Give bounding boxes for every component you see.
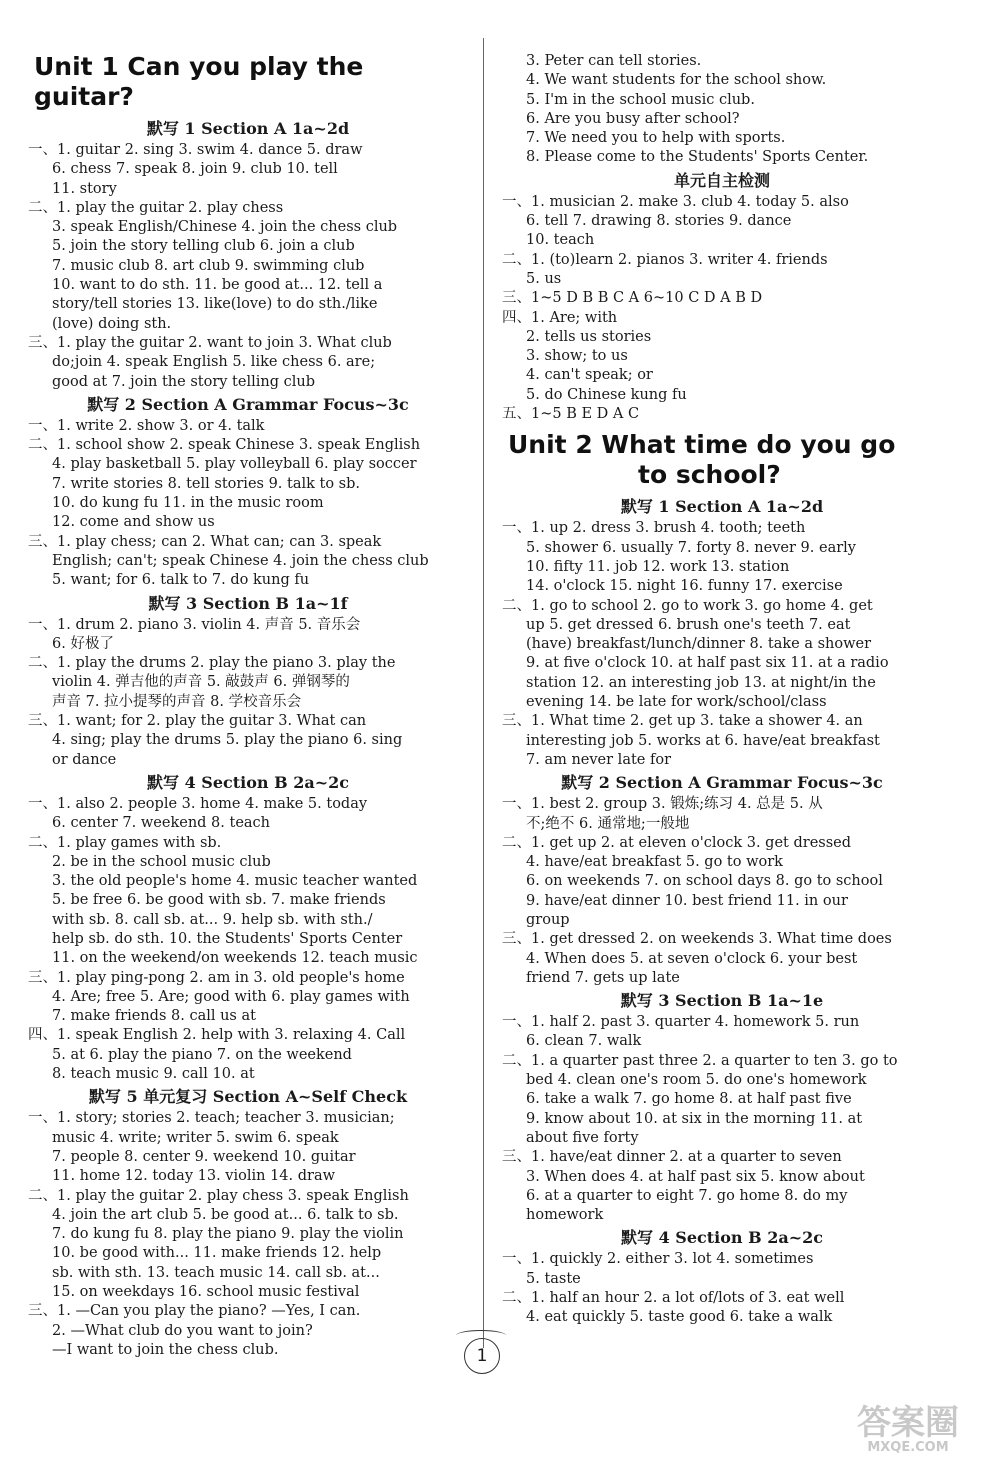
answer-line: about five forty — [526, 1129, 639, 1146]
answer-line: 11. home 12. today 13. violin 14. draw — [52, 1168, 336, 1185]
answer-line: 11. story — [52, 180, 117, 197]
unit-2-title — [508, 430, 942, 490]
answer-line: 二、1. get up 2. at eleven o'clock 3. get dressed — [502, 834, 852, 851]
answer-line: 9. know about 10. at six in the morning 11. at — [526, 1110, 863, 1127]
answer-line: 6. chess 7. speak 8. join 9. club 10. tell — [52, 161, 338, 178]
answer-line: 三、1. play ping-pong 2. am in 3. old people's home — [28, 969, 405, 986]
page-number: 1 — [464, 1338, 500, 1374]
answer-line: 7. music club 8. art club 9. swimming club — [52, 257, 365, 274]
answer-line: 10. fifty 11. job 12. work 13. station — [526, 558, 790, 575]
answer-line: 5. I'm in the school music club. — [526, 91, 755, 108]
answer-line: 一、1. up 2. dress 3. brush 4. tooth; teeth — [502, 520, 806, 537]
answer-line: do;join 4. speak English 5. like chess 6. are; — [52, 354, 376, 371]
answer-line: story/tell stories 13. like(love) to do sth./like — [52, 296, 378, 313]
answer-line: bed 4. clean one's room 5. do one's homework — [526, 1072, 867, 1089]
answer-line: 9. have/eat dinner 10. best friend 11. in our — [526, 892, 848, 909]
answer-line: 二、1. go to school 2. go to work 3. go home 4. get — [502, 597, 873, 614]
answer-line: 二、1. (to)learn 2. pianos 3. writer 4. friends — [502, 251, 828, 268]
answer-line: 6. clean 7. walk — [526, 1033, 642, 1050]
answer-line: 7. people 8. center 9. weekend 10. guitar — [52, 1148, 356, 1165]
answer-line: 6. at a quarter to eight 7. go home 8. do my — [526, 1187, 848, 1204]
answer-line: 2. —What club do you want to join? — [52, 1322, 313, 1339]
answer-line: 5. at 6. play the piano 7. on the weekend — [52, 1046, 352, 1063]
answer-line: 三、1. get dressed 2. on weekends 3. What time does — [502, 931, 892, 948]
answer-line: 一、1. guitar 2. sing 3. swim 4. dance 5. draw — [28, 142, 363, 158]
answer-line: help sb. do sth. 10. the Students' Sports Center — [52, 930, 403, 947]
answer-line: 3. show; to us — [526, 348, 628, 365]
answer-line: 5. be free 6. be good with sb. 7. make friends — [52, 892, 386, 909]
watermark-logo — [838, 1405, 978, 1457]
section-heading: 默写 2 Section A Grammar Focus~3c — [87, 394, 409, 414]
answer-line: station 12. an interesting job 13. at night/in the — [526, 674, 876, 691]
answer-line: 二、1. play the guitar 2. play chess 3. speak English — [28, 1187, 409, 1204]
answer-line: or dance — [52, 751, 117, 768]
answer-line: 14. o'clock 15. night 16. funny 17. exercise — [526, 578, 843, 595]
answer-line: homework — [526, 1207, 604, 1224]
answer-line: 9. at five o'clock 10. at half past six 11. at a radio — [526, 655, 889, 672]
answer-line: 声音 7. 拉小提琴的声音 8. 学校音乐会 — [52, 693, 302, 710]
answer-line: 12. come and show us — [52, 514, 215, 531]
answer-line: 6. on weekends 7. on school days 8. go to school — [526, 873, 883, 890]
section-heading: 默写 2 Section A Grammar Focus~3c — [561, 773, 883, 793]
answer-line: English; can't; speak Chinese 4. join the chess club — [52, 552, 429, 569]
answer-line: 二、1. play games with sb. — [28, 834, 222, 851]
answer-line: 6. tell 7. drawing 8. stories 9. dance — [526, 213, 792, 230]
answer-line: 5. shower 6. usually 7. forty 8. never 9. early — [526, 539, 856, 556]
answer-line: 一、1. story; stories 2. teach; teacher 3. musician; — [28, 1110, 395, 1127]
answer-line: 10. want to do sth. 11. be good at... 12. tell a — [52, 277, 383, 294]
answer-line: 5. do Chinese kung fu — [526, 386, 687, 403]
answer-line: music 4. write; writer 5. swim 6. speak — [52, 1129, 339, 1146]
answer-line: 三、1. play the guitar 2. want to join 3. What club — [28, 334, 392, 351]
answer-line: friend 7. gets up late — [526, 969, 680, 986]
answer-line: 7. am never late for — [526, 751, 672, 768]
answer-line: interesting job 5. works at 6. have/eat breakfast — [526, 732, 880, 749]
unit-1-title: Unit 1 Can you play the guitar? — [34, 52, 364, 111]
answer-line: 7. We need you to help with sports. — [526, 130, 786, 147]
answer-line: 一、1. write 2. show 3. or 4. talk — [28, 417, 265, 434]
answer-line: 4. have/eat breakfast 5. go to work — [526, 854, 783, 871]
answer-line: 三、1~5 D B B C A 6~10 C D A B D — [502, 290, 763, 307]
section-heading: 默写 4 Section B 2a~2c — [147, 772, 349, 792]
answer-line: 2. tells us stories — [526, 328, 652, 345]
answer-line: 4. We want students for the school show. — [526, 72, 827, 89]
answer-line: 三、1. —Can you play the piano? —Yes, I can. — [28, 1303, 361, 1320]
answer-line: (love) doing sth. — [52, 315, 172, 332]
answer-line: 4. can't speak; or — [526, 367, 653, 384]
answer-line: violin 4. 弹吉他的声音 5. 敲鼓声 6. 弹钢琴的 — [52, 674, 350, 691]
answer-line: 8. teach music 9. call 10. at — [52, 1066, 255, 1083]
answer-line: 6. take a walk 7. go home 8. at half past five — [526, 1091, 852, 1108]
answer-line: 一、1. quickly 2. either 3. lot 4. sometimes — [502, 1251, 814, 1268]
answer-line: 三、1. play chess; can 2. What can; can 3. speak — [28, 533, 382, 550]
answer-line: 3. speak English/Chinese 4. join the chess club — [52, 219, 398, 236]
answer-line: 6. center 7. weekend 8. teach — [52, 815, 271, 832]
answer-line: 三、1. have/eat dinner 2. at a quarter to seven — [502, 1149, 842, 1166]
section-heading: 默写 1 Section A 1a~2d — [620, 497, 824, 517]
answer-line: 一、1. musician 2. make 3. club 4. today 5. also — [502, 193, 849, 210]
answer-line: —I want to join the chess club. — [52, 1341, 279, 1358]
answer-line: 5. join the story telling club 6. join a club — [52, 238, 355, 255]
answer-line: 10. teach — [526, 232, 595, 249]
answer-line: 三、1. want; for 2. play the guitar 3. What can — [28, 713, 367, 730]
answer-line: up 5. get dressed 6. brush one's teeth 7. eat — [526, 616, 851, 633]
answer-line: 4. play basketball 5. play volleyball 6. play soccer — [52, 456, 417, 473]
answer-line: 2. be in the school music club — [52, 853, 271, 870]
answer-line: 6. 好极了 — [52, 635, 114, 652]
answer-line: 4. join the art club 5. be good at... 6. talk to sb. — [52, 1206, 399, 1223]
watermark-url: MXQE.COM — [867, 1440, 949, 1455]
answer-line: 二、1. a quarter past three 2. a quarter to ten 3. go to — [502, 1052, 898, 1069]
right-column-body — [502, 52, 942, 1328]
right-column — [502, 52, 942, 1328]
answer-line: 一、1. also 2. people 3. home 4. make 5. today — [28, 795, 368, 812]
answer-line: 二、1. play the drums 2. play the piano 3. play the — [28, 655, 396, 672]
answer-line: 4. eat quickly 5. taste good 6. take a walk — [526, 1309, 833, 1326]
column-divider — [483, 38, 484, 1348]
answer-line: 8. Please come to the Students' Sports Center. — [526, 149, 869, 166]
answer-line: 一、1. half 2. past 3. quarter 4. homework 5. run — [502, 1014, 860, 1031]
answer-line: 7. do kung fu 8. play the piano 9. play the violin — [52, 1226, 404, 1243]
section-heading: 默写 3 Section B 1a~1e — [620, 991, 824, 1011]
answer-line: with sb. 8. call sb. at... 9. help sb. with sth./ — [52, 911, 373, 928]
answer-line: 7. write stories 8. tell stories 9. talk to sb. — [52, 475, 361, 492]
answer-line: good at 7. join the story telling club — [52, 373, 315, 390]
unit-title-line: to school? — [638, 460, 781, 490]
answer-line: 10. be good with... 11. make friends 12. help — [52, 1245, 382, 1262]
answer-line: 五、1~5 B E D A C — [502, 406, 640, 423]
answer-line: sb. with sth. 13. teach music 14. call sb. at... — [52, 1264, 380, 1281]
watermark-text: 答案圈 — [857, 1403, 959, 1443]
answer-line: 四、1. speak English 2. help with 3. relaxing 4. Call — [28, 1027, 406, 1044]
answer-line: 3. Peter can tell stories. — [526, 53, 702, 69]
answer-line: 二、1. half an hour 2. a lot of/lots of 3. eat well — [502, 1290, 845, 1307]
answer-line: 5. taste — [526, 1270, 581, 1287]
answer-line: evening 14. be late for work/school/class — [526, 694, 827, 711]
answer-line: 一、1. best 2. group 3. 锻炼;练习 4. 总是 5. 从 — [502, 796, 823, 813]
answer-line: 三、1. What time 2. get up 3. take a shower 4. an — [502, 713, 863, 730]
section-heading: 默写 1 Section A 1a~2d — [146, 119, 350, 138]
answer-line: 4. sing; play the drums 5. play the piano 6. sing — [52, 732, 403, 749]
answer-line: 四、1. Are; with — [502, 309, 618, 326]
answer-line: 一、1. drum 2. piano 3. violin 4. 声音 5. 音乐会 — [28, 616, 361, 633]
answer-line: 11. on the weekend/on weekends 12. teach music — [52, 950, 418, 967]
answer-line: 15. on weekdays 16. school music festival — [52, 1284, 360, 1301]
section-heading: 单元自主检测 — [673, 170, 770, 190]
section-heading: 默写 4 Section B 2a~2c — [621, 1228, 823, 1248]
answer-line: 3. When does 4. at half past six 5. know about — [526, 1168, 865, 1185]
left-column-body — [28, 118, 468, 1360]
left-column — [28, 52, 468, 1360]
answer-line: 4. When does 5. at seven o'clock 6. your best — [526, 950, 858, 967]
answer-line: 10. do kung fu 11. in the music room — [52, 495, 324, 512]
unit-title-line: Unit 2 What time do you go — [508, 430, 896, 460]
answer-line: 二、1. play the guitar 2. play chess — [28, 199, 284, 216]
answer-line: 不;绝不 6. 通常地;一般地 — [526, 815, 690, 832]
answer-line: 4. Are; free 5. Are; good with 6. play games with — [52, 988, 410, 1005]
section-heading: 默写 3 Section B 1a~1f — [148, 593, 348, 613]
answer-line: (have) breakfast/lunch/dinner 8. take a shower — [526, 636, 872, 653]
answer-line: 7. make friends 8. call us at — [52, 1008, 256, 1025]
answer-line: group — [526, 911, 570, 928]
answer-line: 3. the old people's home 4. music teacher wanted — [52, 873, 418, 890]
answer-line: 5. want; for 6. talk to 7. do kung fu — [52, 572, 310, 589]
answer-line: 5. us — [526, 270, 562, 287]
answer-line: 6. Are you busy after school? — [526, 110, 740, 127]
answer-line: 二、1. school show 2. speak Chinese 3. speak English — [28, 437, 421, 454]
section-heading: 默写 5 单元复习 Section A~Self Check — [88, 1087, 408, 1107]
